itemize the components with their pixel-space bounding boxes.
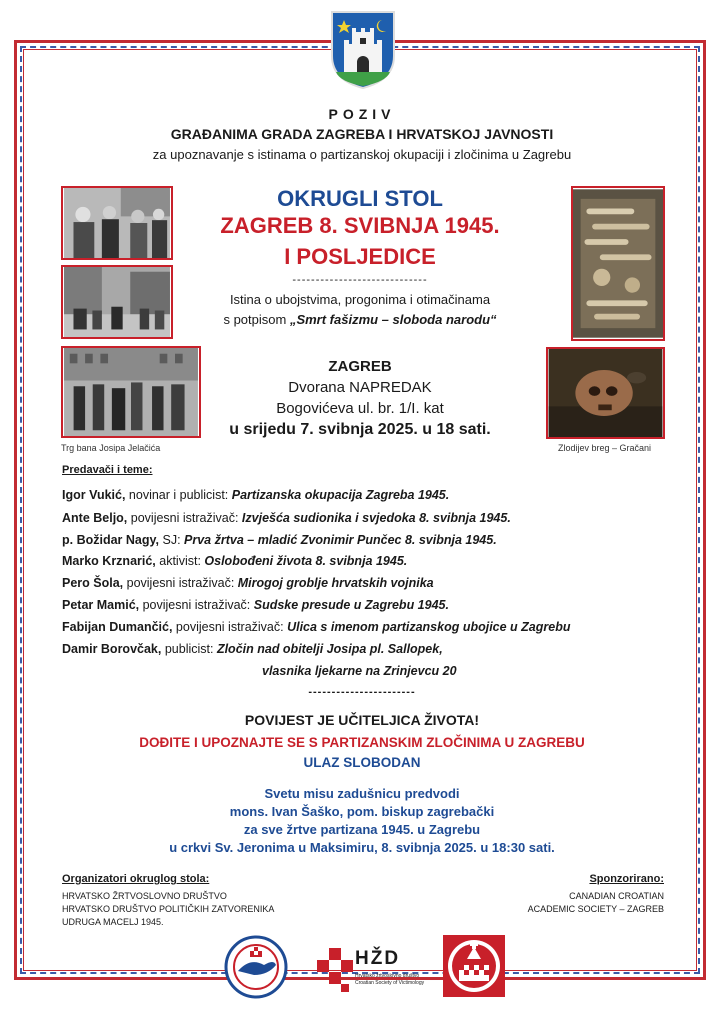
lecturers-separator: ----------------------- — [308, 686, 416, 698]
lecture-topic: Prva žrtva – mladić Zvonimir Punčec 8. svibnja 1945. — [184, 533, 497, 547]
lecturer-name: Petar Mamić, — [62, 598, 140, 612]
lecturer-name: Damir Borovčak, — [62, 642, 162, 656]
photo-skull — [546, 347, 665, 439]
invitation-purpose: za upoznavanje s istinama o partizanskoj okupaciji i zločinima u Zagrebu — [152, 147, 572, 162]
lecturer-role: publicist: — [161, 642, 217, 656]
zagreb-coat-of-arms — [330, 10, 396, 90]
hzd-logo — [317, 940, 425, 996]
lecture-topic: Partizanska okupacija Zagreba 1945. — [231, 488, 450, 502]
venue-city: ZAGREB — [328, 358, 392, 375]
lecture-topic: Mirogoj groblje hrvatskih vojnika — [237, 576, 434, 590]
photo-caption-left: Trg bana Josipa Jelačića — [61, 443, 161, 453]
lecturer-name: Pero Šola, — [62, 576, 124, 590]
hzd-logo-subtitle-1: Hrvatsko žrtvoslovno društvo — [355, 973, 420, 979]
event-title: OKRUGLI STOL — [277, 186, 443, 211]
historic-photo-street — [61, 265, 173, 339]
lecturer-row — [62, 511, 511, 525]
photo-bones — [571, 186, 665, 341]
hzd-logo-subtitle-2: Croatian Society of Victimology — [355, 980, 425, 986]
lecturer-row — [62, 642, 443, 656]
mass-line-2: mons. Ivan Šaško, pom. biskup zagrebački — [229, 804, 495, 819]
lecturer-role: povijesni istraživač: — [139, 598, 254, 612]
lecturer-role: SJ: — [159, 533, 185, 547]
lecturer-role: novinar i publicist: — [125, 488, 232, 502]
mass-line-3: za sve žrtve partizana 1945. u Zagrebu — [243, 822, 481, 837]
hzd-logo-text: HŽD — [355, 948, 401, 969]
title-separator: ----------------------------- — [292, 274, 428, 286]
lecturer-row — [62, 576, 434, 590]
sponsor-heading: Sponzorirano: — [589, 873, 664, 885]
lecturer-role: povijesni istraživač: — [127, 511, 242, 525]
venue-address: Bogovićeva ul. br. 1/I. kat — [276, 400, 444, 417]
sponsor-line-1: CANADIAN CROATIAN — [569, 891, 664, 901]
description-slogan: „Smrt fašizmu – sloboda narodu“ — [289, 312, 497, 327]
event-subtitle-2: I POSLJEDICE — [284, 244, 436, 269]
lecture-topic-continuation: vlasnika ljekarne na Zrinjevcu 20 — [262, 664, 457, 678]
lecturer-row — [62, 533, 497, 547]
lecturer-name: p. Božidar Nagy, — [62, 533, 160, 547]
lecturer-name: Igor Vukić, — [62, 488, 126, 502]
event-description-1: Istina o ubojstvima, progonima i otimačinama — [229, 292, 491, 307]
slogan-history: POVIJEST JE UČITELJICA ŽIVOTA! — [244, 712, 480, 728]
free-entry: ULAZ SLOBODAN — [303, 755, 421, 770]
historic-photo-square — [61, 346, 201, 438]
lecturer-row — [62, 554, 407, 568]
mass-line-1: Svetu misu zadušnicu predvodi — [264, 786, 460, 801]
event-date: u srijedu 7. svibnja 2025. u 18 sati. — [229, 421, 491, 438]
lecture-topic: Zločin nad obitelji Josipa pl. Sallopek, — [216, 642, 443, 656]
lecture-topic: Oslobođeni života 8. svibnja 1945. — [204, 554, 408, 568]
slogan-come: DOĐITE I UPOZNAJTE SE S PARTIZANSKIM ZLOČINIMA U ZAGREBU — [139, 735, 585, 750]
lecturers-heading: Predavači i teme: — [62, 464, 153, 476]
description-prefix: s potpisom — [223, 312, 290, 327]
invitation-addressees: GRAĐANIMA GRADA ZAGREBA I HRVATSKOJ JAVNOSTI — [170, 126, 554, 142]
lecturer-name: Ante Beljo, — [62, 511, 128, 525]
organizer-3: UDRUGA MACELJ 1945. — [62, 917, 164, 927]
invitation-label: POZIV — [328, 106, 396, 122]
lecturer-role: povijesni istraživač: — [172, 620, 288, 634]
lecturer-row — [62, 620, 570, 634]
event-subtitle-1: ZAGREB 8. SVIBNJA 1945. — [220, 213, 500, 238]
macelj-1945-logo — [443, 935, 505, 997]
historic-photo-crowd — [61, 186, 173, 260]
organizer-2: HRVATSKO DRUŠTVO POLITIČKIH ZATVORENIKA — [62, 904, 275, 914]
lecture-topic: Izvješća sudionika i svjedoka 8. svibnja 1945. — [241, 511, 511, 525]
lecturer-row — [62, 488, 449, 502]
political-prisoners-society-logo — [224, 935, 288, 999]
organizer-1: HRVATSKO ŽRTVOSLOVNO DRUŠTVO — [62, 891, 227, 901]
lecturer-role: aktivist: — [155, 554, 205, 568]
lecturer-row — [62, 598, 449, 612]
organizers-heading: Organizatori okruglog stola: — [62, 873, 210, 885]
lecture-topic: Ulica s imenom partizanskog ubojice u Zagrebu — [287, 620, 571, 634]
venue-hall: Dvorana NAPREDAK — [288, 379, 432, 396]
sponsor-line-2: ACADEMIC SOCIETY – ZAGREB — [527, 904, 664, 914]
lecturer-name: Marko Krznarić, — [62, 554, 156, 568]
lecture-topic: Sudske presude u Zagrebu 1945. — [253, 598, 449, 612]
lecturer-name: Fabijan Dumančić, — [62, 620, 173, 634]
photo-caption-right: Zlodijev breg – Gračani — [558, 443, 652, 453]
mass-line-4: u crkvi Sv. Jeronima u Maksimiru, 8. svibnja 2025. u 18:30 sati. — [169, 840, 555, 855]
event-description-2 — [200, 312, 520, 327]
lecturer-role: povijesni istraživač: — [123, 576, 238, 590]
